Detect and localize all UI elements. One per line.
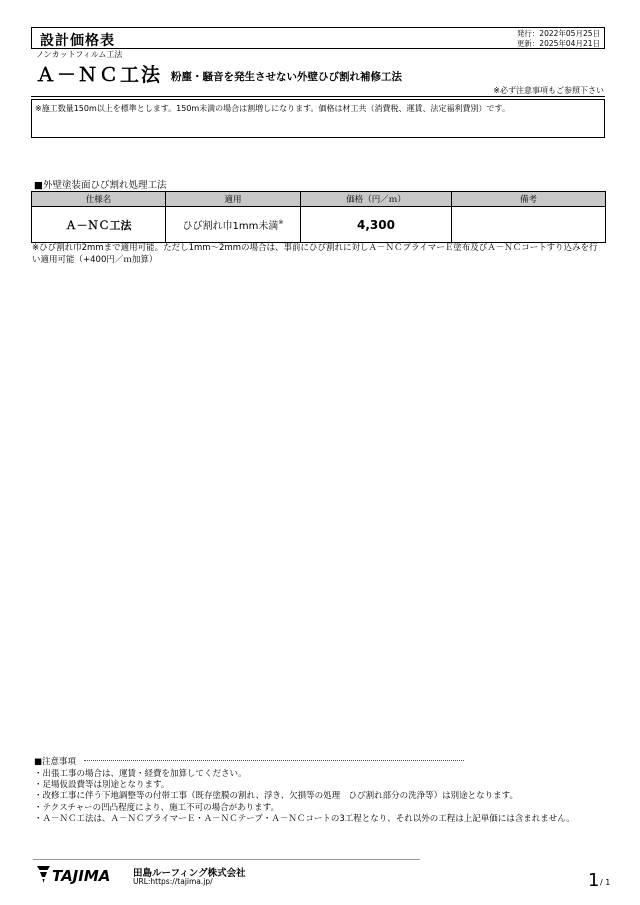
footer-divider xyxy=(33,859,420,860)
cell-price: 4,300 xyxy=(301,207,452,243)
page-number: 1 xyxy=(588,870,600,891)
notice-box xyxy=(31,99,605,138)
list-item: ・改修工事に伴う下地調整等の付帯工事（既存塗膜の割れ、浮き、欠損等の処理 ひび割れ部分の洗浄等）は別途となります。 xyxy=(34,791,518,802)
application-mark: ※ xyxy=(278,219,284,226)
header-price: 価格（円／ｍ） xyxy=(301,192,452,207)
notes-title: ■注意事項 xyxy=(34,757,77,767)
price-table xyxy=(31,191,606,243)
logo-mark-icon xyxy=(37,866,50,883)
issued-date: 発行：2022年05月25日 xyxy=(516,29,600,38)
header-remarks: 備考 xyxy=(452,192,606,207)
header-spec-name: 仕様名 xyxy=(32,192,166,207)
table-row xyxy=(32,207,606,243)
notes-list xyxy=(34,769,606,825)
notice-text: ※施工数量150m以上を標準とします。150m未満の場合は割増しになります。価格は材工共（消費税、運賃、法定福利費別）です。 xyxy=(35,104,510,113)
cell-spec-name: Ａ－ＮＣ工法 xyxy=(32,207,166,243)
table-header-row xyxy=(32,192,606,207)
method-category: ノンカットフィルム工法 xyxy=(36,50,123,59)
table-footnote: ※ひび割れ巾2mmまで適用可能。ただし1mm～2mmの場合は、事前にひび割れに対しＡ－ＮＣプライマーＥ塗布及びＡ－ＮＣコートすり込みを行い適用可能（+400円／ｍ加算） xyxy=(32,243,598,265)
must-read-note: ※必ず注意事項もご参照下さい xyxy=(493,86,604,95)
page-total: / 1 xyxy=(600,878,611,887)
list-item: ・テクスチャーの凹凸程度により、施工不可の場合があります。 xyxy=(34,802,279,813)
section-title: ■外壁塗装面ひび割れ処理工法 xyxy=(34,180,167,191)
list-item: ・足場仮設費等は別途となります。 xyxy=(34,780,170,791)
company-url: URL:https://tajima.jp/ xyxy=(133,877,213,886)
header-application: 適用 xyxy=(166,192,301,207)
cell-application xyxy=(166,207,301,243)
cell-remarks xyxy=(452,207,606,243)
header-box xyxy=(31,27,605,49)
logo-text: TAJIMA xyxy=(52,867,111,885)
header-divider xyxy=(31,96,605,97)
list-item: ・出張工事の場合は、運賃・経費を加算してください。 xyxy=(34,769,247,779)
tajima-logo xyxy=(36,862,120,886)
document-title: 設計価格表 xyxy=(40,33,115,49)
method-name: Ａ－ＮＣ工法 xyxy=(36,64,163,86)
notes-dotted-rule xyxy=(84,760,464,761)
application-text: ひび割れ巾1mm未満 xyxy=(182,221,279,232)
updated-date: 更新：2025年04月21日 xyxy=(516,39,600,48)
date-block xyxy=(517,29,600,49)
list-item: ・Ａ－ＮＣ工法は、Ａ－ＮＣプライマーＥ・Ａ－ＮＣテープ・Ａ－ＮＣコートの3工程となり、それ以外の工程は上記単価には含まれません。 xyxy=(34,813,575,824)
method-tagline: 粉塵・騒音を発生させない外壁ひび割れ補修工法 xyxy=(171,71,402,83)
company-name: 田島ルーフィング株式会社 xyxy=(133,868,246,879)
